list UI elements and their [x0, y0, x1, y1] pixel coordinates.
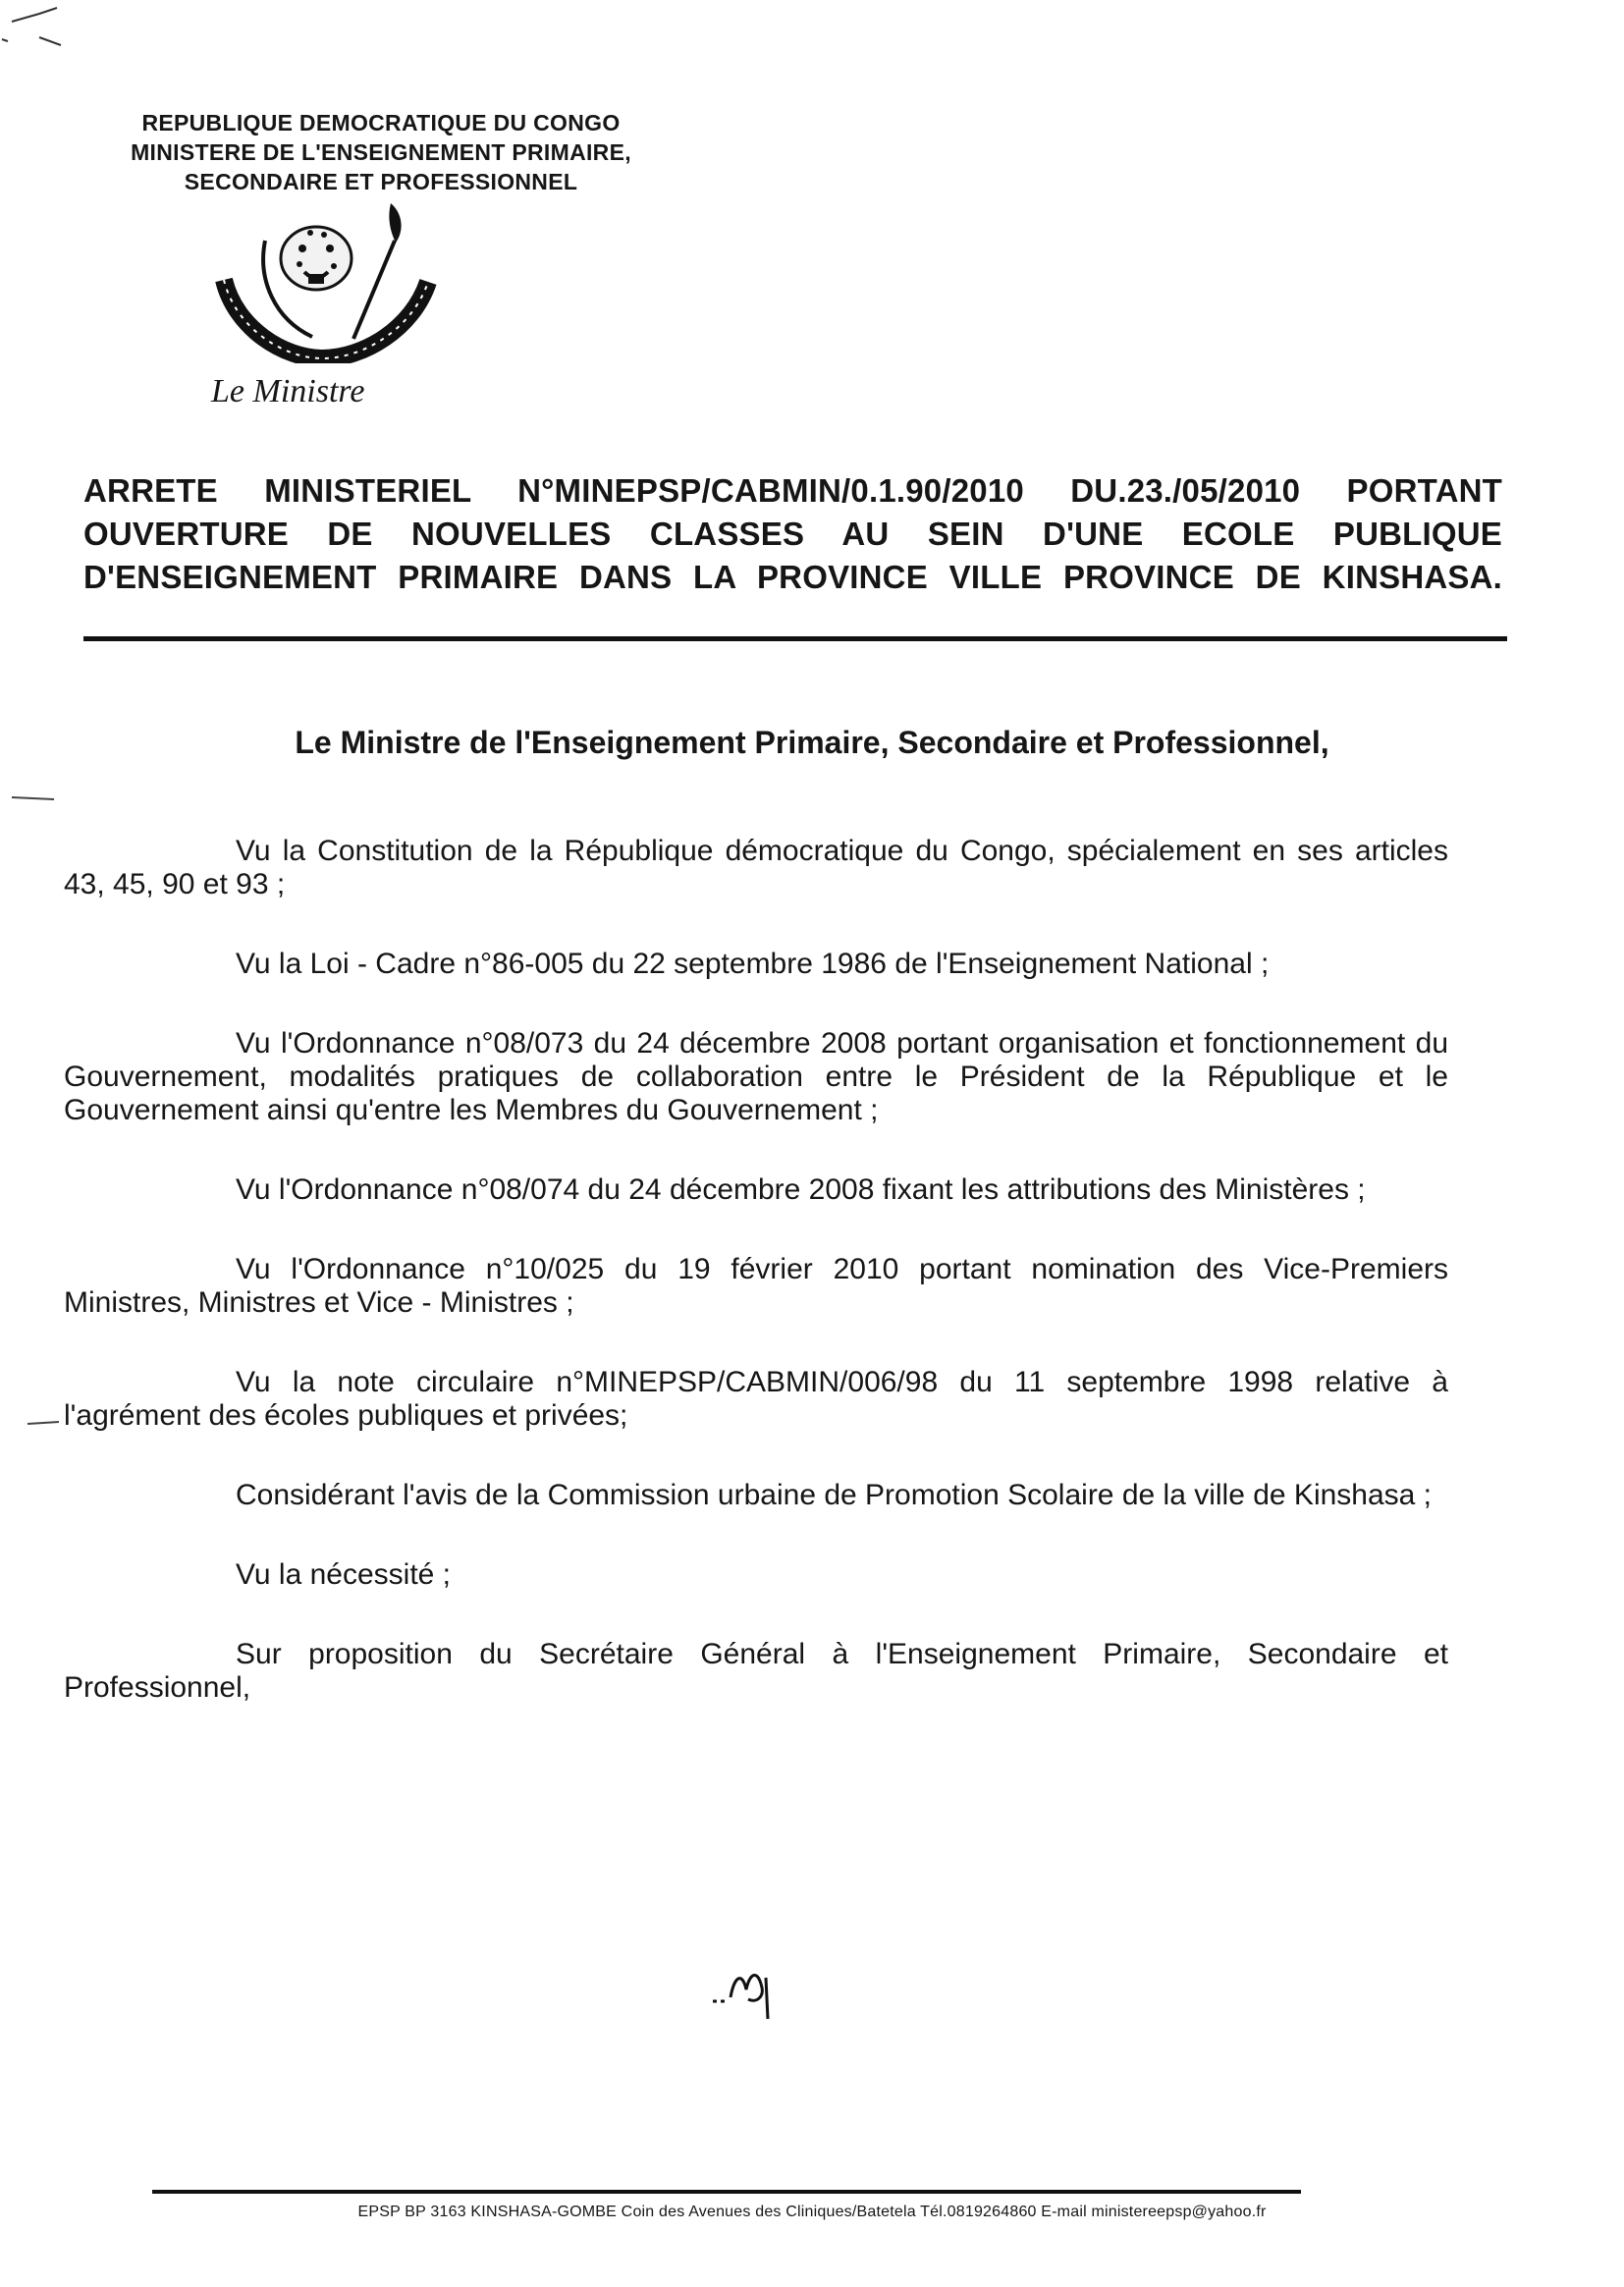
title-divider	[83, 636, 1507, 641]
preamble-paragraph: Vu la Loi - Cadre n°86-005 du 22 septembre 1986 de l'Enseignement National ;	[236, 948, 1270, 980]
letterhead	[86, 108, 676, 196]
preamble-paragraph: Vu la nécessité ;	[236, 1558, 452, 1591]
letterhead-line-1: REPUBLIQUE DEMOCRATIQUE DU CONGO	[141, 110, 621, 136]
minister-heading: Le Ministre de l'Enseignement Primaire, Secondaire et Professionnel,	[295, 725, 1329, 760]
preamble-paragraph: Vu l'Ordonnance n°08/073 du 24 décembre 2008 portant organisation et fonctionnement du Gouvernement, modalités pratiques de collaboration entre le Président de la République et le Gouvernement ainsi qu'entre les Membres du Gouvernement ;	[64, 1027, 1448, 1126]
preamble-paragraph: Vu l'Ordonnance n°10/025 du 19 février 2010 portant nomination des Vice-Premiers Ministres, Ministres et Vice - Ministres ;	[64, 1253, 1448, 1319]
signatory-title: Le Ministre	[211, 373, 365, 409]
coat-of-arms-icon	[206, 201, 442, 363]
decree-title	[83, 469, 1502, 599]
preamble	[64, 835, 1448, 1751]
footer-divider	[152, 2190, 1301, 2194]
letterhead-line-3: SECONDAIRE ET PROFESSIONNEL	[184, 169, 578, 194]
footer-address: EPSP BP 3163 KINSHASA-GOMBE Coin des Avenues des Cliniques/Batetela Tél.0819264860 E-mail ministereepsp@yahoo.fr	[357, 2204, 1267, 2220]
preamble-paragraph: Sur proposition du Secrétaire Général à l'Enseignement Primaire, Secondaire et Professionnel,	[64, 1638, 1448, 1704]
decree-title-line-2: OUVERTURE DE NOUVELLES CLASSES AU SEIN D'UNE ECOLE PUBLIQUE	[83, 516, 1502, 552]
handwritten-initials-icon	[709, 1962, 787, 2021]
decree-title-line-1: ARRETE MINISTERIEL N°MINEPSP/CABMIN/0.1.90/2010 DU.23./05/2010 PORTANT	[83, 472, 1502, 509]
preamble-paragraph: Vu la Constitution de la République démocratique du Congo, spécialement en ses articles 43, 45, 90 et 93 ;	[64, 835, 1448, 900]
scan-mark	[0, 786, 59, 1473]
decree-title-line-3: D'ENSEIGNEMENT PRIMAIRE DANS LA PROVINCE VILLE PROVINCE DE KINSHASA.	[83, 559, 1502, 595]
preamble-paragraph: Considérant l'avis de la Commission urbaine de Promotion Scolaire de la ville de Kinshasa ;	[236, 1479, 1433, 1511]
letterhead-line-2: MINISTERE DE L'ENSEIGNEMENT PRIMAIRE,	[131, 139, 631, 165]
scan-mark	[0, 0, 118, 59]
preamble-paragraph: Vu l'Ordonnance n°08/074 du 24 décembre 2008 fixant les attributions des Ministères ;	[236, 1173, 1366, 1206]
preamble-paragraph: Vu la note circulaire n°MINEPSP/CABMIN/006/98 du 11 septembre 1998 relative à l'agrément des écoles publiques et privées;	[64, 1366, 1448, 1432]
